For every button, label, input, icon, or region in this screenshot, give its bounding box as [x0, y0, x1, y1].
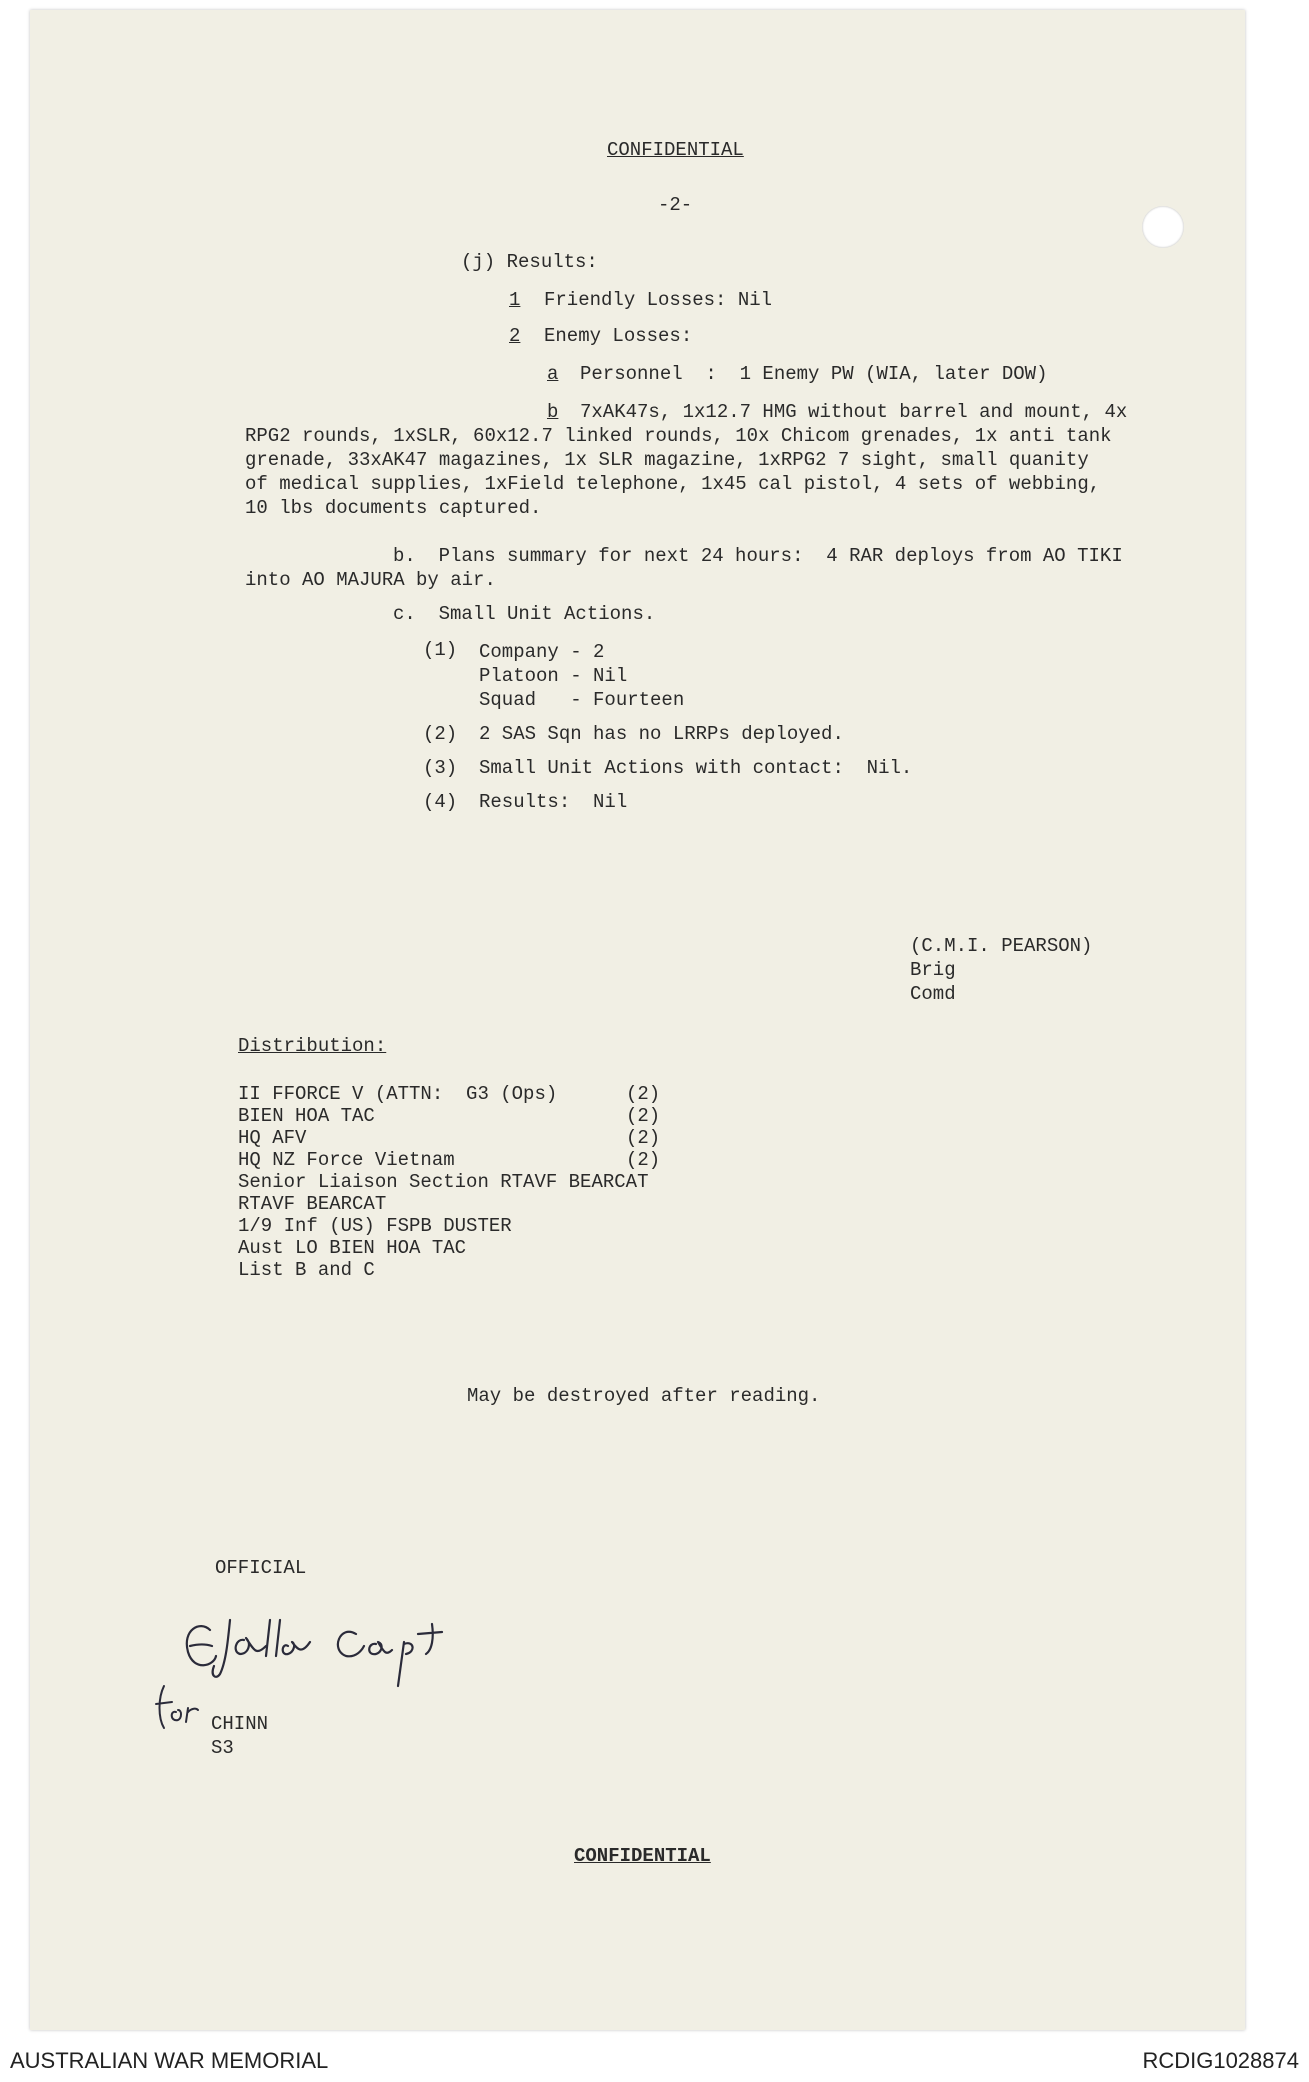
- distribution-item: Aust LO BIEN HOA TAC: [238, 1237, 467, 1259]
- distribution-copies: (2): [626, 1083, 661, 1105]
- header-classification: CONFIDENTIAL: [607, 139, 744, 161]
- page-number: -2-: [658, 194, 693, 216]
- sua-item3-number: (3): [423, 757, 458, 779]
- punch-hole: [1142, 206, 1184, 248]
- signatory-name: (C.M.I. PEARSON): [910, 935, 1093, 957]
- equipment-line: RPG2 rounds, 1xSLR, 60x12.7 linked rounds, 10x Chicom grenades, 1x anti tank: [245, 425, 1112, 447]
- distribution-item: HQ AFV: [238, 1127, 307, 1149]
- distribution-item: II FFORCE V (ATTN: G3 (Ops): [238, 1083, 558, 1105]
- results-heading: (j) Results:: [461, 251, 598, 273]
- official-label: OFFICIAL: [215, 1557, 307, 1579]
- official-name: CHINN: [211, 1713, 269, 1735]
- equipment-first-line: 7xAK47s, 1x12.7 HMG without barrel and mount, 4x: [580, 401, 1128, 423]
- sua-item2-number: (2): [423, 723, 458, 745]
- distribution-item: Senior Liaison Section RTAVF BEARCAT: [238, 1171, 649, 1193]
- official-appointment: S3: [211, 1737, 234, 1759]
- friendly-losses: Friendly Losses: Nil: [544, 289, 773, 311]
- destroy-note: May be destroyed after reading.: [467, 1385, 821, 1407]
- sua-item1-number: (1): [423, 639, 458, 661]
- sua-item4-number: (4): [423, 791, 458, 813]
- archive-name: AUSTRALIAN WAR MEMORIAL: [10, 2048, 329, 2073]
- signatory-role: Comd: [910, 983, 956, 1005]
- sas-lrrp-status: 2 SAS Sqn has no LRRPs deployed.: [479, 723, 844, 745]
- equipment-line: 10 lbs documents captured.: [245, 497, 542, 519]
- enemy-number: 2: [509, 325, 521, 347]
- distribution-item: List B and C: [238, 1259, 375, 1281]
- footer-classification: CONFIDENTIAL: [574, 1845, 711, 1867]
- distribution-item: RTAVF BEARCAT: [238, 1193, 387, 1215]
- equipment-line: of medical supplies, 1xField telephone, 1x45 cal pistol, 4 sets of webbing,: [245, 473, 1101, 495]
- plans-summary: b. Plans summary for next 24 hours: 4 RAR deploys from AO TIKI: [393, 545, 1123, 567]
- distribution-copies: (2): [626, 1105, 661, 1127]
- document-page: [30, 10, 1245, 2030]
- distribution-copies: (2): [626, 1127, 661, 1149]
- sua-results: Results: Nil: [479, 791, 628, 813]
- distribution-heading: Distribution:: [238, 1035, 387, 1057]
- personnel-losses: Personnel : 1 Enemy PW (WIA, later DOW): [580, 363, 1048, 385]
- enemy-losses: Enemy Losses:: [544, 325, 693, 347]
- friendly-number: 1: [509, 289, 521, 311]
- distribution-item: HQ NZ Force Vietnam: [238, 1149, 455, 1171]
- platoon-count: Platoon - Nil: [479, 665, 628, 687]
- squad-count: Squad - Fourteen: [479, 689, 685, 711]
- company-count: Company - 2: [479, 641, 605, 663]
- equipment-line: grenade, 33xAK47 magazines, 1x SLR magazine, 1xRPG2 7 sight, small quanity: [245, 449, 1089, 471]
- contact-actions: Small Unit Actions with contact: Nil.: [479, 757, 913, 779]
- archive-reference: RCDIG1028874: [1142, 2048, 1299, 2073]
- distribution-item: BIEN HOA TAC: [238, 1105, 375, 1127]
- signatory-rank: Brig: [910, 959, 956, 981]
- handwritten-signature: [170, 1590, 490, 1700]
- plans-summary-cont: into AO MAJURA by air.: [245, 569, 496, 591]
- sua-heading: c. Small Unit Actions.: [393, 603, 656, 625]
- for-handwritten-mark: [150, 1678, 210, 1738]
- equipment-letter: b: [547, 401, 559, 423]
- distribution-item: 1/9 Inf (US) FSPB DUSTER: [238, 1215, 512, 1237]
- personnel-letter: a: [547, 363, 559, 385]
- archive-footer: [0, 2032, 1309, 2082]
- distribution-copies: (2): [626, 1149, 661, 1171]
